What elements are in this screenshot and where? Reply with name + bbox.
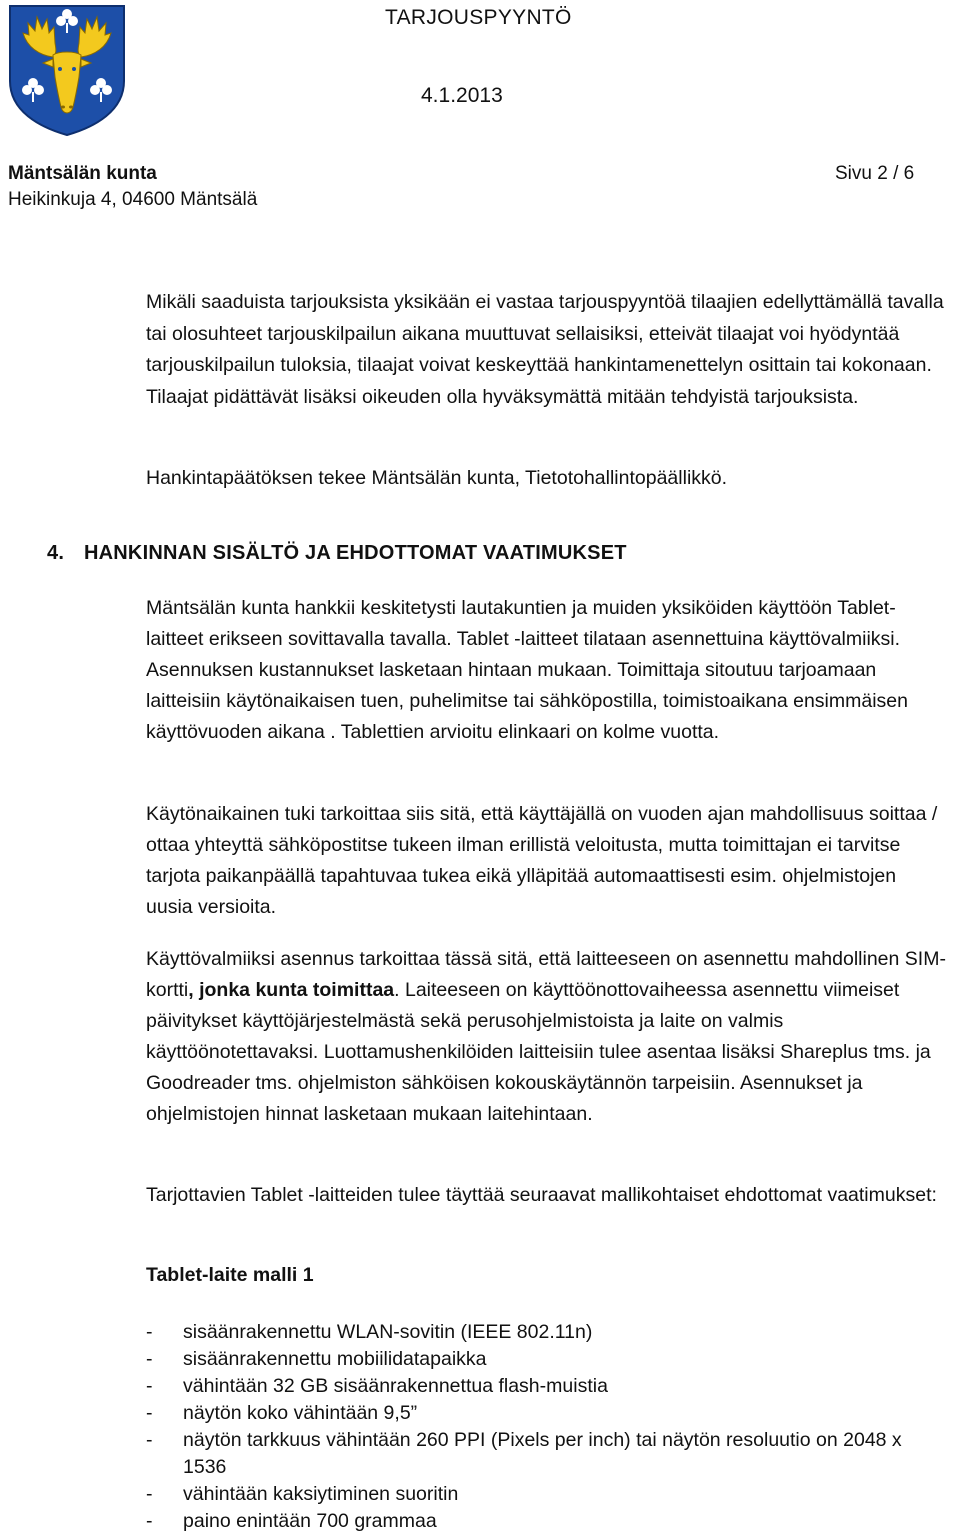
list-item [146, 1427, 946, 1481]
list-dash: - [146, 1348, 153, 1370]
coat-of-arms-icon [7, 3, 127, 138]
list-item-text: näytön tarkkuus vähintään 260 PPI (Pixels per inch) tai näytön resoluutio on 2048 x 1536 [183, 1429, 902, 1478]
decision-paragraph: Hankintapäätöksen tekee Mäntsälän kunta, Tietotohallintopäällikkö. [146, 467, 728, 489]
list-item-text: paino enintään 700 grammaa [183, 1510, 437, 1532]
intro-paragraph: Mikäli saaduista tarjouksista yksikään ei vastaa tarjouspyyntöä tilaajien edellyttämällä tavalla tai olosuhteet tarjouskilpailun aikana muuttuvat sellaisiksi, etteivät tilaajat voi hyödyntää tarjouskilpailun tuloksia, tilaajat voivat keskeyttää hankintamenettelyn osittain tai kokonaan. Tilaajat pidättävät lisäksi oikeuden olla hyväksymättä mitään tehdyistä tarjouksista. [146, 291, 944, 408]
section-title: HANKINNAN SISÄLTÖ JA EHDOTTOMAT VAATIMUKSET [84, 542, 627, 564]
section-paragraph-1: Mäntsälän kunta hankkii keskitetysti lautakuntien ja muiden yksiköiden käyttöön Tablet-laitteet erikseen sovittavalla tavalla. Tablet -laitteet tilataan asennettuina käyttövalmiiksi. Asennuksen kustannukset lasketaan hintaan mukaan. Toimittaja sitoutuu tarjoamaan laitteisiin käytönaikaisen tuen, puhelimitse tai sähköpostilla, toimistoaikana ensimmäisen käyttövuoden aikana . Tablettien arvioitu elinkaari on kolme vuotta. [146, 597, 908, 743]
section-paragraph-3 [146, 944, 946, 1130]
list-item [146, 1319, 946, 1346]
list-item-text: sisäänrakennettu WLAN-sovitin (IEEE 802.11n) [183, 1321, 593, 1343]
document-title: TARJOUSPYYNTÖ [385, 6, 572, 29]
paragraph-3-text-a: Käyttövalmiiksi asennus tarkoittaa tässä sitä, että laitteeseen on asennettu mahdollinen SIM-kortti [146, 948, 946, 1001]
page-number: Sivu 2 / 6 [835, 163, 915, 184]
list-dash: - [146, 1483, 153, 1505]
requirements-list [146, 1319, 946, 1535]
list-item [146, 1400, 946, 1427]
list-item [146, 1373, 946, 1400]
organization-address: Heikinkuja 4, 04600 Mäntsälä [8, 189, 258, 210]
document-date: 4.1.2013 [421, 84, 503, 107]
organization-name: Mäntsälän kunta [8, 163, 157, 184]
list-item-text: näytön koko vähintään 9,5” [183, 1402, 418, 1424]
list-item [146, 1481, 946, 1508]
list-dash: - [146, 1510, 153, 1532]
paragraph-3-bold-text: , jonka kunta toimittaa [188, 979, 395, 1001]
list-item-text: vähintään 32 GB sisäänrakennettua flash-muistia [183, 1375, 608, 1397]
section-paragraph-4: Tarjottavien Tablet -laitteiden tulee täyttää seuraavat mallikohtaiset ehdottomat vaatimukset: [146, 1184, 937, 1206]
list-dash: - [146, 1375, 153, 1397]
list-dash: - [146, 1429, 153, 1451]
list-item [146, 1508, 946, 1535]
list-dash: - [146, 1402, 153, 1424]
list-item-text: sisäänrakennettu mobiilidatapaikka [183, 1348, 487, 1370]
list-dash: - [146, 1321, 153, 1343]
paragraph-3-text-b: . Laiteeseen on käyttöönottovaiheessa asennettu viimeiset päivitykset käyttöjärjestelmästä sekä perusohjelmistoista ja laite on valmis käyttöönotettavaksi. Luottamushenkilöiden laitteisiin tulee asentaa lisäksi Shareplus tms. ja Goodreader tms. ohjelmiston sähköisen kokouskäytännön tarpeisiin. Asennukset ja ohjelmistojen hinnat lasketaan mukaan laitehintaan. [146, 979, 931, 1125]
section-heading [47, 542, 627, 565]
section-paragraph-2: Käytönaikainen tuki tarkoittaa siis sitä, että käyttäjällä on vuoden ajan mahdollisuus soittaa / ottaa yhteyttä sähköpostitse tukeen ilman erillistä veloitusta, mutta toimittajan ei tarvitse tarjota paikanpäällä tapahtuvaa tukea eikä ylläpitää automaattisesti esim. ohjelmistojen uusia versioita. [146, 803, 938, 918]
list-item [146, 1346, 946, 1373]
section-number: 4. [47, 542, 65, 564]
list-item-text: vähintään kaksiytiminen suoritin [183, 1483, 459, 1505]
model-heading: Tablet-laite malli 1 [146, 1264, 314, 1286]
